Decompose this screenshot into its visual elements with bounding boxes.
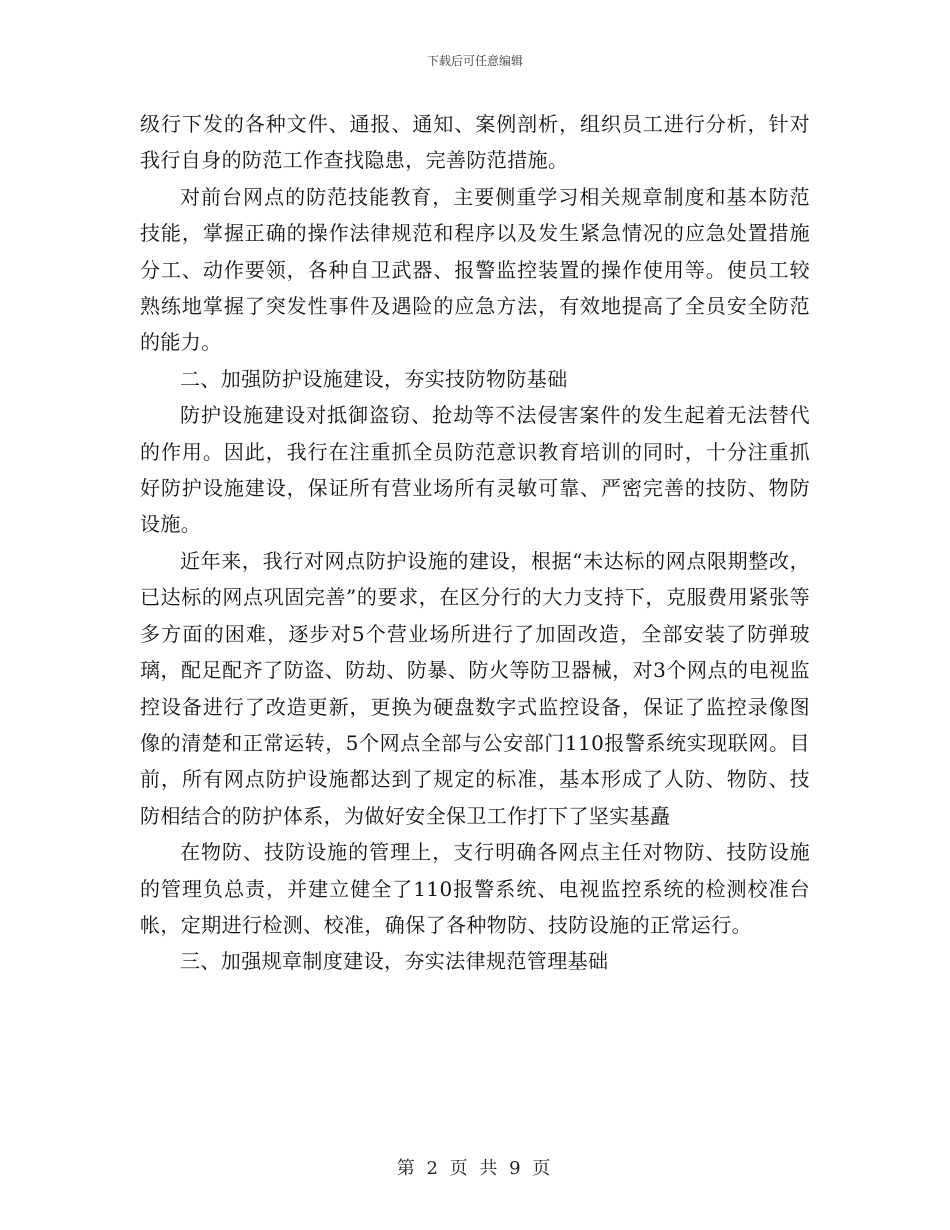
page-header: 下载后可任意编辑: [426, 54, 523, 68]
section-heading: 三、加强规章制度建设，夯实法律规范管理基础: [180, 949, 609, 974]
paragraph: 近年来，我行对网点防护设施的建设，根据“未达标的网点限期整改，已达标的网点巩固完善”的要求，在区分行的大力支持下，克服费用紧张等多方面的困难，逐步对5个营业场所进行了加固改造，全部安装了防弹玻璃，配足配齐了防盗、防劫、防暴、防火等防卫器械，对3个网点的电视监控设备进行了改造更新，更换为硬盘数字式监控设备，保证了监控录像图像的清楚和正常运转，5个网点全部与公安部门110报警系统实现联网。目前，所有网点防护设施都达到了规定的标准，基本形成了人防、物防、技防相结合的防护体系，为做好安全保卫工作打下了坚实基矗: [140, 548, 810, 828]
section-heading: 二、加强防护设施建设，夯实技防物防基础: [180, 366, 568, 391]
paragraph-continuation: 级行下发的各种文件、通报、通知、案例剖析，组织员工进行分析，针对我行自身的防范工作查找隐患，完善防范措施。: [140, 112, 810, 173]
page-number-footer: 第 2 页 共 9 页: [396, 1158, 554, 1179]
paragraph: 在物防、技防设施的管理上，支行明确各网点主任对物防、技防设施的管理负总责，并建立健全了110报警系统、电视监控系统的检测校准台帐，定期进行检测、校准，确保了各种物防、技防设施的正常运行。: [140, 840, 810, 937]
document-body: [140, 106, 810, 980]
paragraph: 防护设施建设对抵御盗窃、抢劫等不法侵害案件的发生起着无法替代的作用。因此，我行在注重抓全员防范意识教育培训的同时，十分注重抓好防护设施建设，保证所有营业场所有灵敏可靠、严密完善的技防、物防设施。: [140, 403, 810, 537]
paragraph: 对前台网点的防范技能教育，主要侧重学习相关规章制度和基本防范技能，掌握正确的操作法律规范和程序以及发生紧急情况的应急处置措施分工、动作要领，各种自卫武器、报警监控装置的操作使用等。使员工较熟练地掌握了突发性事件及遇险的应急方法，有效地提高了全员安全防范的能力。: [140, 184, 810, 355]
